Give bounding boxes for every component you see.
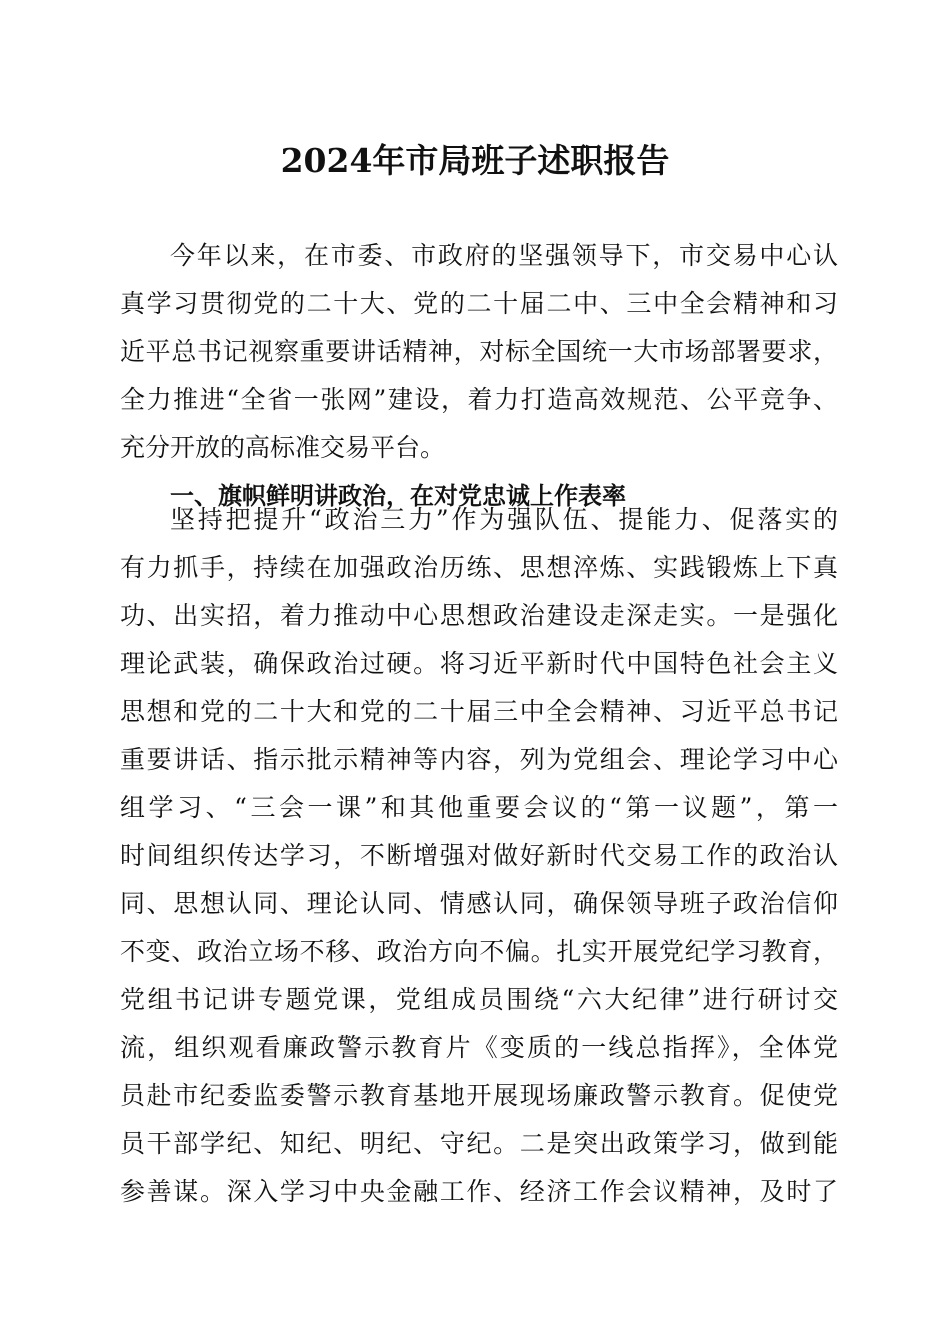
- paragraph-line: 近平总书记视察重要讲话精神，对标全国统一大市场部署要求，: [120, 337, 838, 366]
- paragraph-line: 充分开放的高标准交易平台。: [120, 433, 446, 462]
- paragraph-line: 重要讲话、指示批示精神等内容，列为党组会、理论学习中心: [120, 745, 838, 774]
- paragraph-line: 党组书记讲专题党课，党组成员围绕“六大纪律”进行研讨交: [120, 985, 838, 1014]
- paragraph-line: 理论武装，确保政治过硬。将习近平新时代中国特色社会主义: [120, 649, 838, 678]
- paragraph-line: 员赴市纪委监委警示教育基地开展现场廉政警示教育。促使党: [120, 1081, 838, 1110]
- paragraph-line: 今年以来，在市委、市政府的坚强领导下，市交易中心认: [170, 241, 838, 270]
- paragraph-line: 功、出实招，着力推动中心思想政治建设走深走实。一是强化: [120, 601, 838, 630]
- paragraph-line: 员干部学纪、知纪、明纪、守纪。二是突出政策学习，做到能: [120, 1129, 838, 1158]
- paragraph-line: 坚持把提升“政治三力”作为强队伍、提能力、促落实的: [170, 505, 838, 534]
- paragraph-line: 全力推进“全省一张网”建设，着力打造高效规范、公平竞争、: [120, 385, 838, 414]
- paragraph-line: 思想和党的二十大和党的二十届三中全会精神、习近平总书记: [120, 697, 838, 726]
- intro-paragraph: [120, 232, 838, 472]
- paragraph-line: 组学习、“三会一课”和其他重要会议的“第一议题”，第一: [120, 793, 838, 822]
- paragraph-line: 流，组织观看廉政警示教育片《变质的一线总指挥》，全体党: [120, 1033, 838, 1062]
- paragraph-line: 时间组织传达学习，不断增强对做好新时代交易工作的政治认: [120, 841, 838, 870]
- section-heading: 一、旗帜鲜明讲政治，在对党忠诚上作表率: [170, 482, 626, 510]
- document-title: 2024年市局班子述职报告: [280, 141, 670, 180]
- paragraph-line: 参善谋。深入学习中央金融工作、经济工作会议精神，及时了: [120, 1177, 838, 1206]
- paragraph-line: 不变、政治立场不移、政治方向不偏。扎实开展党纪学习教育，: [120, 937, 838, 966]
- section-1-body: [120, 496, 838, 1216]
- paragraph-line: 有力抓手，持续在加强政治历练、思想淬炼、实践锻炼上下真: [120, 553, 838, 582]
- paragraph-line: 同、思想认同、理论认同、情感认同，确保领导班子政治信仰: [120, 889, 838, 918]
- paragraph-line: 真学习贯彻党的二十大、党的二十届二中、三中全会精神和习: [120, 289, 838, 318]
